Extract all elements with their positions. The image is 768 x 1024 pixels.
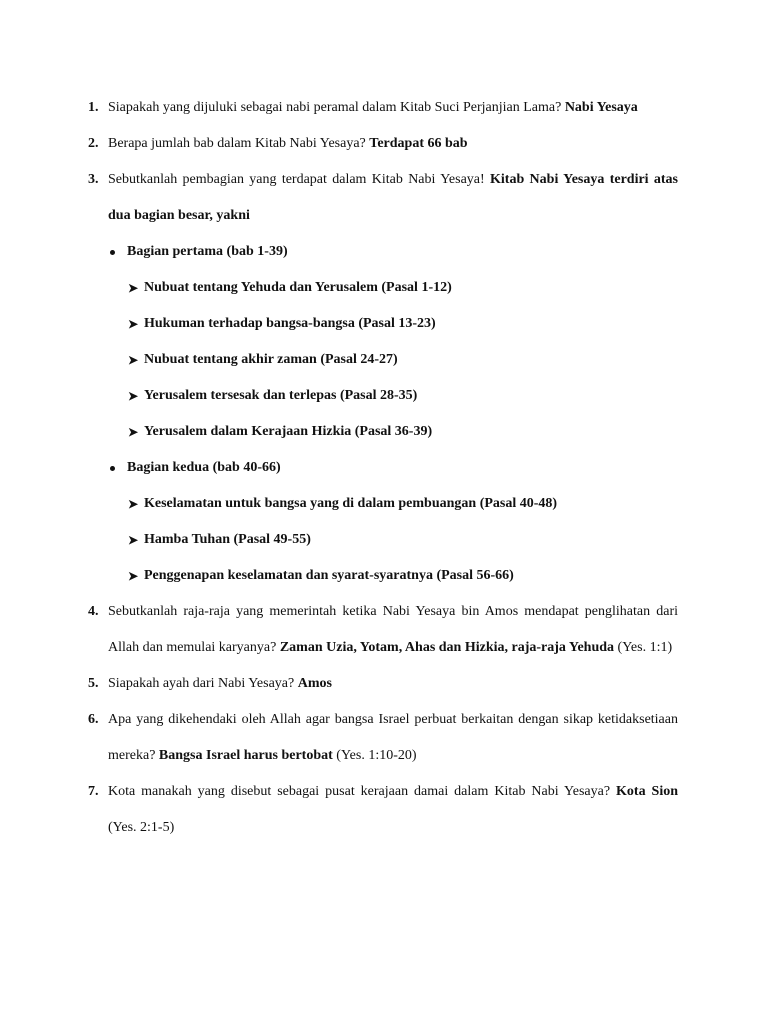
arrowhead-bullet-icon: ➤ [128, 317, 139, 331]
question-item [88, 774, 678, 846]
section-text: Yerusalem tersesak dan terlepas (Pasal 28-35) [144, 388, 418, 403]
section-item [108, 414, 678, 450]
arrowhead-bullet-icon: ➤ [128, 281, 139, 295]
section-item [108, 522, 678, 558]
question-list [88, 90, 678, 846]
book-part-title: Bagian kedua (bab 40-66) [127, 460, 281, 475]
answer-text: Zaman Uzia, Yotam, Ahas dan Hizkia, raja-raja Yehuda [279, 640, 615, 655]
question-item [88, 90, 678, 126]
section-text: Hukuman terhadap bangsa-bangsa (Pasal 13-23) [144, 316, 436, 331]
question-text: Sebutkanlah pembagian yang terdapat dalam Kitab Nabi Yesaya! [108, 172, 485, 187]
question-item [88, 594, 678, 666]
section-item [108, 270, 678, 306]
question-text: Sebutkanlah raja-raja yang memerintah ketika Nabi Yesaya bin Amos mendapat penglihatan dari Allah dan memulai karyanya? [108, 604, 678, 655]
answer-text: Bangsa Israel harus bertobat [158, 748, 333, 763]
question-item [88, 126, 678, 162]
question-text: Kota manakah yang disebut sebagai pusat kerajaan damai dalam Kitab Nabi Yesaya? [108, 784, 611, 799]
book-parts-list [108, 234, 678, 594]
arrowhead-bullet-icon: ➤ [128, 425, 139, 439]
question-text: Apa yang dikehendaki oleh Allah agar bangsa Israel perbuat berkaitan dengan sikap ketidaksetiaan mereka? [108, 712, 678, 763]
section-text: Hamba Tuhan (Pasal 49-55) [144, 532, 311, 547]
section-item [108, 306, 678, 342]
question-number: 4. [88, 604, 99, 619]
answer-text: Terdapat 66 bab [369, 136, 468, 151]
question-text: Siapakah yang dijuluki sebagai nabi peramal dalam Kitab Suci Perjanjian Lama? [108, 100, 562, 115]
answer-text: Kota Sion [616, 784, 678, 799]
section-text: Nubuat tentang akhir zaman (Pasal 24-27) [144, 352, 398, 367]
reference-text: (Yes. 2:1-5) [108, 820, 175, 835]
arrowhead-bullet-icon: ➤ [128, 497, 139, 511]
section-item [108, 486, 678, 522]
section-text: Penggenapan keselamatan dan syarat-syaratnya (Pasal 56-66) [144, 568, 514, 583]
book-part [108, 234, 678, 270]
book-part-title: Bagian pertama (bab 1-39) [127, 244, 288, 259]
question-number: 7. [88, 784, 99, 799]
question-number: 3. [88, 172, 99, 187]
bullet-dot-icon [110, 250, 115, 255]
answer-text: Nabi Yesaya [564, 100, 638, 115]
question-text: Siapakah ayah dari Nabi Yesaya? [108, 676, 295, 691]
question-number: 1. [88, 100, 99, 115]
question-number: 5. [88, 676, 99, 691]
answer-text: Amos [297, 676, 332, 691]
book-part [108, 450, 678, 486]
section-text: Nubuat tentang Yehuda dan Yerusalem (Pasal 1-12) [144, 280, 452, 295]
section-text: Yerusalem dalam Kerajaan Hizkia (Pasal 36-39) [144, 424, 433, 439]
section-text: Keselamatan untuk bangsa yang di dalam pembuangan (Pasal 40-48) [144, 496, 558, 511]
question-text: Berapa jumlah bab dalam Kitab Nabi Yesaya? [108, 136, 366, 151]
section-item [108, 558, 678, 594]
arrowhead-bullet-icon: ➤ [128, 353, 139, 367]
bullet-dot-icon [110, 466, 115, 471]
question-item [88, 162, 678, 594]
arrowhead-bullet-icon: ➤ [128, 533, 139, 547]
reference-text: (Yes. 1:10-20) [336, 748, 417, 763]
question-item [88, 702, 678, 774]
answer-text: Kitab Nabi Yesaya terdiri atas dua bagian besar, yakni [108, 172, 678, 223]
question-item [88, 666, 678, 702]
question-number: 6. [88, 712, 99, 727]
arrowhead-bullet-icon: ➤ [128, 569, 139, 583]
question-number: 2. [88, 136, 99, 151]
reference-text: (Yes. 1:1) [617, 640, 673, 655]
section-item [108, 378, 678, 414]
section-item [108, 342, 678, 378]
arrowhead-bullet-icon: ➤ [128, 389, 139, 403]
